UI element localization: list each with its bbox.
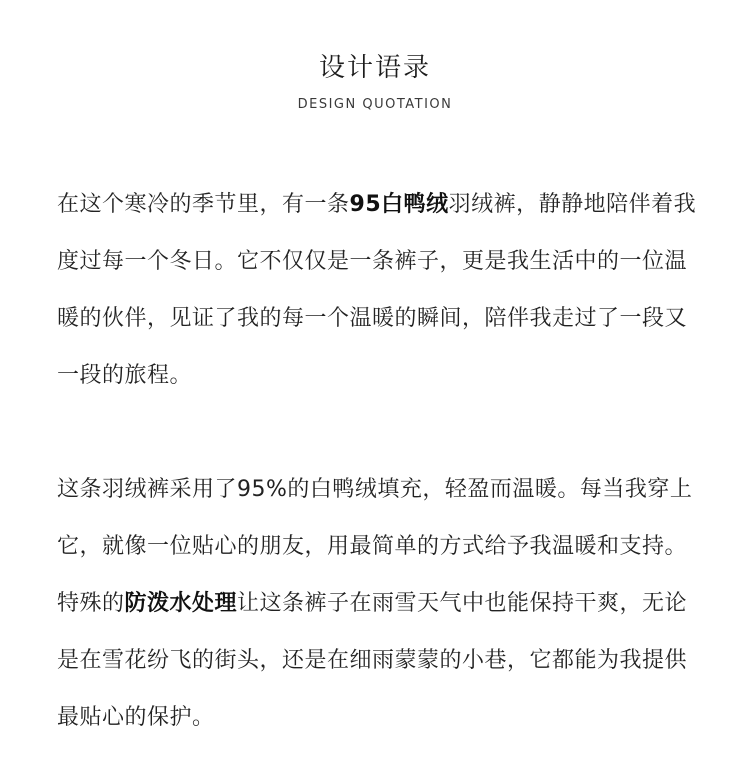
paragraph-text: 让这条裤子在雨雪天气中也能保持干爽，无论是在雪花纷飞的街头，还是在细雨蒙蒙的小巷，它都能为我提供最贴心的保护。 [57, 591, 688, 730]
paragraph-2 [57, 461, 697, 746]
paragraph-1 [57, 176, 697, 404]
highlight-down-fill: 95白鸭绒 [349, 192, 449, 217]
section-subtitle: DESIGN QUOTATION [297, 97, 453, 112]
paragraph-text: 羽绒裤，静静地陪伴着我度过每一个冬日。它不仅仅是一条裤子，更是我生活中的一位温暖的伙伴，见证了我的每一个温暖的瞬间，陪伴我走过了一段又一段的旅程。 [57, 192, 697, 388]
section-title: 设计语录 [318, 53, 431, 83]
paragraph-text: 这条羽绒裤采用了95%的白鸭绒填充，轻盈而温暖。每当我穿上它，就像一位贴心的朋友，用最简单的方式给予我温暖和支持。特殊的 [57, 477, 693, 616]
highlight-water-repellent: 防泼水处理 [124, 591, 238, 616]
paragraph-text: 在这个寒冷的季节里，有一条 [57, 192, 350, 217]
section-header [0, 48, 750, 114]
quotation-body [57, 176, 697, 746]
